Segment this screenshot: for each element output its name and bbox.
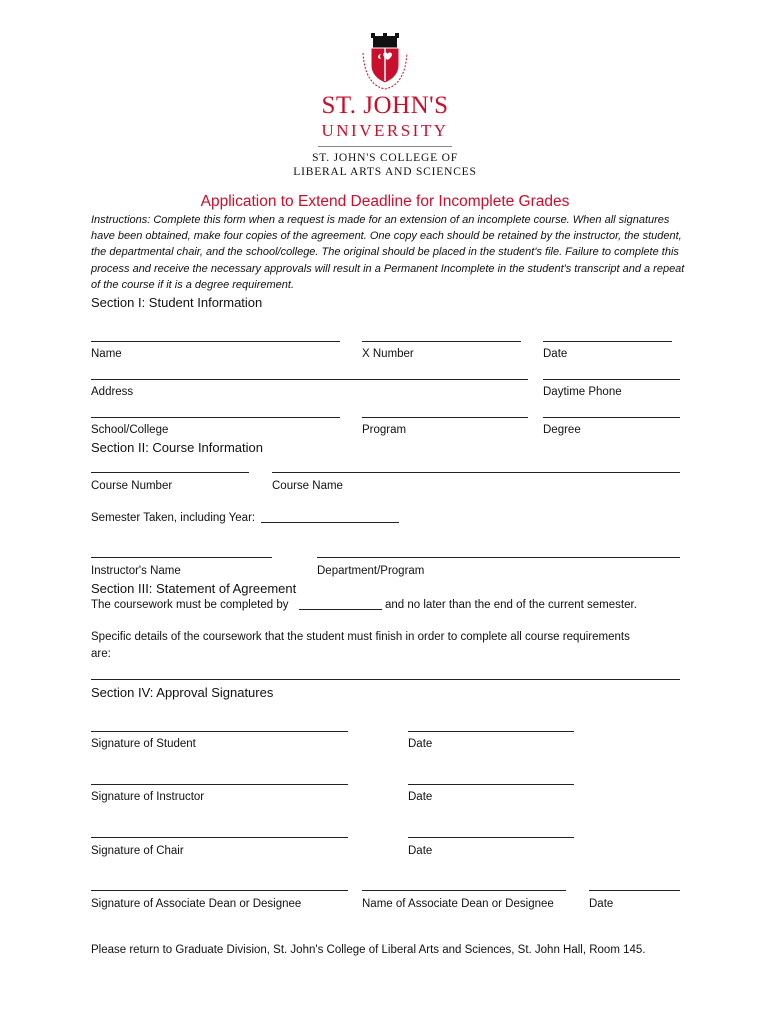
instructor-name-field[interactable] (91, 557, 272, 558)
semester-taken-field[interactable] (261, 522, 399, 523)
completed-by-prefix: The coursework must be completed by (91, 599, 289, 611)
date-label: Date (543, 348, 568, 360)
name-label: Name (91, 348, 122, 360)
school-college-field[interactable] (91, 417, 340, 418)
form-title: Application to Extend Deadline for Incomplete Grades (200, 193, 570, 210)
form-instructions: Instructions: Complete this form when a request is made for an extension of an incomplete course. When all signatures have been obtained, make four copies of the agreement. One copy each should be retained by the instructor, the student, the departmental chair, and the school/college. The original should be placed in the student's file. Failure to complete this process and receive the necessary approvals will result in a Permanent Incomplete in the student's transcript and a repeat of the course if it is a degree requirement. (91, 214, 685, 291)
instructor-date-label: Date (408, 791, 433, 803)
course-number-field[interactable] (91, 472, 249, 473)
program-label: Program (362, 424, 407, 436)
instructor-name-label: Instructor's Name (91, 565, 181, 577)
date-field[interactable] (543, 341, 672, 342)
student-signature-date-field[interactable] (408, 731, 574, 732)
department-program-label: Department/Program (317, 565, 425, 577)
school-college-label: School/College (91, 424, 169, 436)
x-number-label: X Number (362, 348, 414, 360)
chair-signature-date-field[interactable] (408, 837, 574, 838)
dean-date-label: Date (589, 898, 614, 910)
department-program-field[interactable] (317, 557, 680, 558)
section4-heading: Section IV: Approval Signatures (91, 685, 274, 700)
degree-field[interactable] (543, 417, 680, 418)
name-field[interactable] (91, 341, 340, 342)
details-field[interactable] (91, 679, 680, 680)
address-label: Address (91, 386, 134, 398)
program-field[interactable] (362, 417, 528, 418)
university-seal-logo (361, 33, 409, 91)
x-number-field[interactable] (362, 341, 521, 342)
instructor-signature-field[interactable] (91, 784, 348, 785)
course-name-field[interactable] (272, 472, 680, 473)
course-name-label: Course Name (272, 480, 343, 492)
dean-date-field[interactable] (589, 890, 680, 891)
student-signature-label: Signature of Student (91, 738, 196, 750)
section1-heading: Section I: Student Information (91, 295, 263, 310)
dean-name-field[interactable] (362, 890, 566, 891)
chair-signature-label: Signature of Chair (91, 845, 184, 857)
daytime-phone-label: Daytime Phone (543, 386, 622, 398)
section3-heading: Section III: Statement of Agreement (91, 581, 297, 596)
instructor-signature-label: Signature of Instructor (91, 791, 205, 803)
dean-name-label: Name of Associate Dean or Designee (362, 898, 554, 910)
return-instructions: Please return to Graduate Division, St. John's College of Liberal Arts and Sciences, St. John Hall, Room 145. (91, 944, 646, 956)
degree-label: Degree (543, 424, 581, 436)
details-text-line1: Specific details of the coursework that the student must finish in order to complete all course requirements (91, 631, 630, 643)
dean-signature-label: Signature of Associate Dean or Designee (91, 898, 302, 910)
chair-signature-field[interactable] (91, 837, 348, 838)
dean-signature-field[interactable] (91, 890, 348, 891)
completed-by-suffix: and no later than the end of the current semester. (385, 599, 637, 611)
daytime-phone-field[interactable] (543, 379, 680, 380)
semester-taken-label: Semester Taken, including Year: (91, 512, 256, 524)
college-name-line2: LIBERAL ARTS AND SCIENCES (293, 166, 477, 178)
address-field[interactable] (91, 379, 528, 380)
university-name: ST. JOHN'S (321, 92, 449, 119)
header-divider (318, 146, 452, 147)
college-name-line1: ST. JOHN'S COLLEGE OF (312, 152, 458, 164)
university-subtitle: UNIVERSITY (321, 121, 449, 140)
course-number-label: Course Number (91, 480, 173, 492)
details-text-line2: are: (91, 648, 111, 660)
section2-heading: Section II: Course Information (91, 440, 263, 455)
student-date-label: Date (408, 738, 433, 750)
student-signature-field[interactable] (91, 731, 348, 732)
completed-by-date-field[interactable] (299, 609, 382, 610)
chair-date-label: Date (408, 845, 433, 857)
instructor-signature-date-field[interactable] (408, 784, 574, 785)
